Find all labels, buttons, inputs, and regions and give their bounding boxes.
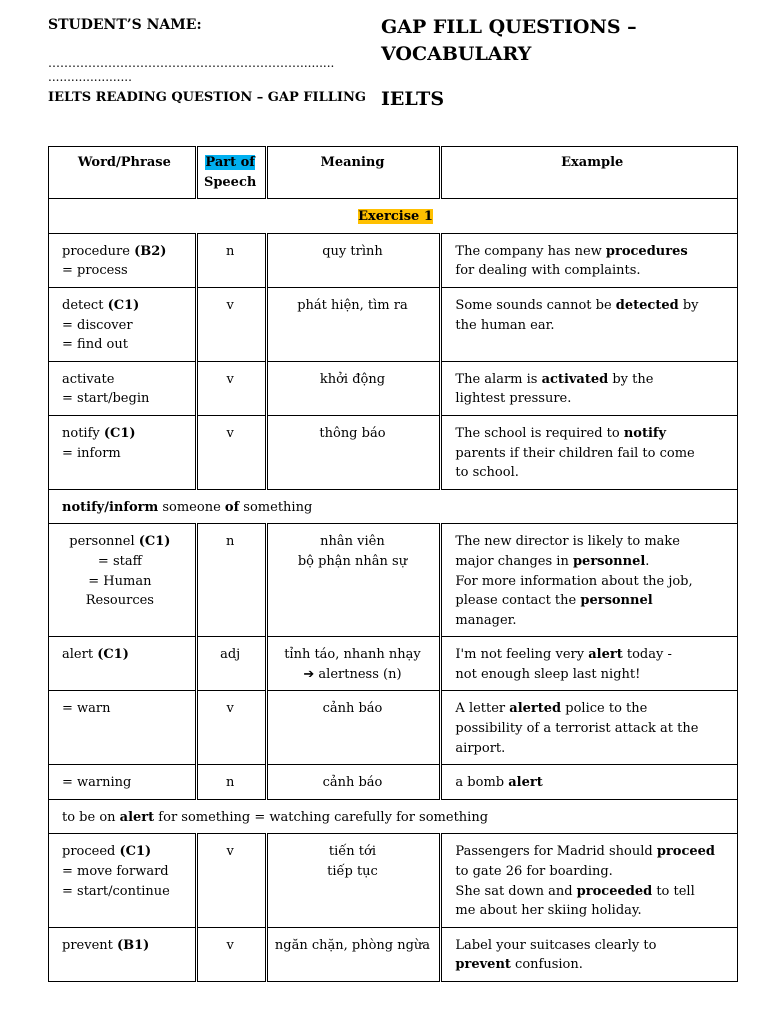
bold-text: notify — [623, 425, 667, 441]
cell-line — [455, 901, 729, 921]
text-segment: The school is required to — [455, 425, 624, 441]
text-segment: = start/continue — [62, 883, 170, 899]
cell-line — [455, 842, 729, 862]
word-phrase-cell — [49, 637, 197, 691]
text-segment: personnel — [69, 534, 139, 550]
table-row — [49, 691, 738, 765]
cell-line — [62, 242, 187, 262]
text-segment: for dealing with complaints. — [455, 263, 641, 279]
bold-text: notify/inform — [62, 499, 159, 515]
meaning-line: bộ phận nhân sự — [297, 553, 408, 569]
word-phrase-cell — [49, 691, 197, 765]
cell-line — [455, 316, 729, 336]
text-segment: the human ear. — [455, 317, 555, 333]
header-meaning: Meaning — [266, 147, 441, 199]
section-cell — [49, 199, 738, 234]
bold-text: (B1) — [117, 937, 150, 953]
meaning-line: ngăn chặn, phòng ngừa — [274, 937, 431, 953]
header-left — [48, 14, 388, 106]
cell-line — [455, 739, 729, 759]
example-cell — [441, 765, 738, 800]
part-of-speech-cell: v — [196, 834, 266, 927]
cell-line — [53, 532, 187, 552]
text-segment: to be on — [62, 809, 120, 825]
example-cell — [441, 524, 738, 637]
text-segment: = inform — [62, 445, 121, 461]
cell-line — [455, 532, 729, 552]
name-blank-line-continued: ...................... — [48, 70, 132, 84]
text-segment: She sat down and — [455, 883, 577, 899]
text-segment: procedure — [62, 243, 135, 259]
bold-text: (C1) — [138, 534, 171, 550]
cell-line — [62, 936, 187, 956]
bold-text: (B2) — [134, 243, 167, 259]
text-segment: confusion. — [510, 957, 583, 973]
text-segment: for something = watching carefully for something — [154, 809, 489, 825]
meaning-line: thông báo — [319, 425, 386, 441]
cell-line — [455, 242, 729, 262]
text-segment: by the — [608, 371, 654, 387]
meaning-line: tiếp tục — [327, 864, 378, 880]
part-of-speech-line-1: Part of — [205, 155, 255, 170]
cell-line — [455, 882, 729, 902]
cell-line — [62, 444, 187, 464]
example-cell — [441, 637, 738, 691]
text-segment: notify — [62, 425, 104, 441]
text-segment: = warn — [62, 701, 111, 717]
bold-text: personnel — [580, 593, 653, 609]
bold-text: alert — [119, 809, 155, 825]
bold-text: alert — [588, 647, 623, 663]
meaning-line: cảnh báo — [322, 775, 383, 791]
text-segment: activate — [62, 371, 115, 387]
meaning-line: quy trình — [322, 243, 383, 259]
meaning-line: cảnh báo — [322, 701, 383, 717]
example-cell — [441, 415, 738, 489]
bold-text: activated — [541, 371, 609, 387]
section-row — [49, 199, 738, 234]
cell-line — [62, 389, 187, 409]
part-of-speech-line-2: Speech — [203, 174, 257, 190]
text-segment: = Human Resources — [85, 573, 154, 609]
meaning-line: khởi động — [319, 371, 386, 387]
table-row — [49, 233, 738, 287]
text-segment: proceed — [62, 844, 120, 860]
cell-line — [62, 424, 187, 444]
meaning-cell — [266, 834, 441, 927]
table-header-row — [49, 147, 738, 199]
example-cell — [441, 691, 738, 765]
text-segment: airport. — [455, 740, 506, 756]
header-word-phrase: Word/Phrase — [49, 147, 197, 199]
bold-text: proceed — [656, 844, 715, 860]
text-segment: today - — [622, 647, 672, 663]
text-segment: Label your suitcases clearly to — [455, 937, 657, 953]
bold-text: alerted — [509, 701, 562, 717]
document-title-line-2: VOCABULARY — [381, 43, 532, 65]
meaning-cell — [266, 287, 441, 361]
cell-line — [455, 665, 729, 685]
part-of-speech-cell: v — [196, 287, 266, 361]
example-cell — [441, 287, 738, 361]
cell-line — [62, 261, 187, 281]
text-segment: to school. — [455, 465, 519, 481]
cell-line — [455, 936, 729, 956]
cell-line — [455, 862, 729, 882]
cell-line — [62, 335, 187, 355]
text-segment: not enough sleep last night! — [455, 666, 641, 682]
table-row — [49, 927, 738, 981]
text-segment: to gate 26 for boarding. — [455, 864, 613, 880]
part-of-speech-cell: n — [196, 233, 266, 287]
text-segment: The new director is likely to make — [455, 534, 680, 550]
header-right — [381, 14, 751, 113]
text-segment: = start/begin — [62, 391, 150, 407]
cell-line — [455, 424, 729, 444]
table-row — [49, 524, 738, 637]
table-row — [49, 415, 738, 489]
header-example: Example — [441, 147, 738, 199]
text-segment: me about her skiing holiday. — [455, 903, 642, 919]
cell-line — [62, 498, 729, 518]
usage-note-cell — [49, 489, 738, 524]
text-segment: . — [645, 553, 650, 569]
cell-line — [62, 773, 187, 793]
part-of-speech-cell: v — [196, 691, 266, 765]
table-row — [49, 287, 738, 361]
cell-line — [455, 389, 729, 409]
bold-text: of — [224, 499, 240, 515]
cell-line — [53, 572, 187, 611]
example-cell — [441, 927, 738, 981]
document-subtitle: IELTS — [381, 88, 445, 110]
bold-text: (C1) — [107, 297, 140, 313]
table-row — [49, 637, 738, 691]
cell-line — [62, 645, 187, 665]
part-of-speech-cell: n — [196, 765, 266, 800]
text-segment: something — [239, 499, 313, 515]
table-row — [49, 361, 738, 415]
meaning-line: tiến tới — [328, 844, 377, 860]
text-segment: = move forward — [62, 864, 169, 880]
section-label: Exercise 1 — [358, 209, 433, 225]
reading-question-label: IELTS READING QUESTION – GAP FILLING — [48, 90, 366, 105]
cell-line — [62, 370, 187, 390]
meaning-cell — [266, 765, 441, 800]
example-cell — [441, 233, 738, 287]
cell-line — [62, 862, 187, 882]
cell-line — [455, 552, 729, 572]
usage-note-cell — [49, 799, 738, 834]
meaning-cell — [266, 361, 441, 415]
cell-line — [455, 719, 729, 739]
part-of-speech-cell: v — [196, 927, 266, 981]
part-of-speech-cell: adj — [196, 637, 266, 691]
cell-line — [455, 444, 729, 464]
meaning-cell — [266, 524, 441, 637]
text-segment: manager. — [455, 612, 517, 628]
word-phrase-cell — [49, 765, 197, 800]
part-of-speech-cell: v — [196, 415, 266, 489]
cell-line — [455, 261, 729, 281]
meaning-cell — [266, 233, 441, 287]
part-of-speech-cell: n — [196, 524, 266, 637]
table-body — [49, 199, 738, 982]
text-segment: The company has new — [455, 243, 606, 259]
cell-line — [455, 699, 729, 719]
usage-note-row — [49, 489, 738, 524]
word-phrase-cell — [49, 834, 197, 927]
text-segment: to tell — [652, 883, 695, 899]
cell-line — [455, 370, 729, 390]
header-part-of-speech — [196, 147, 266, 199]
text-segment: by — [678, 297, 699, 313]
text-segment: A letter — [455, 701, 510, 717]
word-phrase-cell — [49, 361, 197, 415]
bold-text: alert — [508, 775, 543, 791]
text-segment: alert — [62, 647, 98, 663]
usage-note-row — [49, 799, 738, 834]
cell-line — [455, 611, 729, 631]
word-phrase-cell — [49, 287, 197, 361]
text-segment: = process — [62, 263, 128, 279]
word-phrase-cell — [49, 415, 197, 489]
meaning-cell — [266, 927, 441, 981]
cell-line — [62, 882, 187, 902]
text-segment: parents if their children fail to come — [455, 445, 695, 461]
cell-line — [62, 808, 729, 828]
cell-line — [455, 572, 729, 592]
bold-text: (C1) — [97, 647, 129, 663]
cell-line — [62, 296, 187, 316]
table-row — [49, 834, 738, 927]
text-segment: possibility of a terrorist attack at the — [455, 721, 699, 737]
text-segment: prevent — [62, 937, 117, 953]
cell-line — [455, 296, 729, 316]
document-title-line-1: GAP FILL QUESTIONS – — [381, 16, 637, 38]
text-segment: = warning — [62, 775, 132, 791]
text-segment: someone — [158, 499, 225, 515]
bold-text: personnel — [572, 553, 646, 569]
text-segment: major changes in — [455, 553, 573, 569]
text-segment: = staff — [97, 553, 142, 569]
text-segment: a bomb — [455, 775, 509, 791]
part-of-speech-cell: v — [196, 361, 266, 415]
example-cell — [441, 834, 738, 927]
bold-text: prevent — [455, 957, 511, 973]
text-segment: detect — [62, 297, 108, 313]
text-segment: lightest pressure. — [455, 391, 572, 407]
text-segment: please contact the — [455, 593, 581, 609]
bold-text: procedures — [605, 243, 688, 259]
meaning-line: tỉnh táo, nhanh nhạy — [284, 647, 421, 663]
table-row — [49, 765, 738, 800]
text-segment: Some sounds cannot be — [455, 297, 616, 313]
bold-text: proceeded — [576, 883, 653, 899]
cell-line — [62, 842, 187, 862]
cell-line — [62, 316, 187, 336]
example-cell — [441, 361, 738, 415]
bold-text: (C1) — [103, 425, 136, 441]
cell-line — [455, 955, 729, 975]
meaning-cell — [266, 637, 441, 691]
bold-text: (C1) — [119, 844, 152, 860]
text-segment: For more information about the job, — [455, 573, 693, 589]
meaning-line: ➔ alertness (n) — [303, 666, 402, 682]
cell-line — [62, 699, 187, 719]
word-phrase-cell — [49, 927, 197, 981]
text-segment: police to the — [561, 701, 648, 717]
vocabulary-table — [48, 146, 738, 982]
name-blank-line: ………………………………………………………......... — [48, 56, 335, 70]
text-segment: = find out — [62, 337, 128, 353]
cell-line — [53, 552, 187, 572]
cell-line — [455, 463, 729, 483]
student-name-label: STUDENT’S NAME: — [48, 17, 202, 33]
word-phrase-cell — [49, 233, 197, 287]
meaning-cell — [266, 691, 441, 765]
text-segment: The alarm is — [455, 371, 542, 387]
bold-text: detected — [615, 297, 679, 313]
cell-line — [455, 645, 729, 665]
meaning-line: phát hiện, tìm ra — [297, 297, 408, 313]
text-segment: = discover — [62, 317, 133, 333]
meaning-line: nhân viên — [320, 534, 385, 550]
text-segment: I'm not feeling very — [455, 647, 589, 663]
text-segment: Passengers for Madrid should — [455, 844, 657, 860]
cell-line — [455, 591, 729, 611]
word-phrase-cell — [49, 524, 197, 637]
meaning-cell — [266, 415, 441, 489]
cell-line — [455, 773, 729, 793]
